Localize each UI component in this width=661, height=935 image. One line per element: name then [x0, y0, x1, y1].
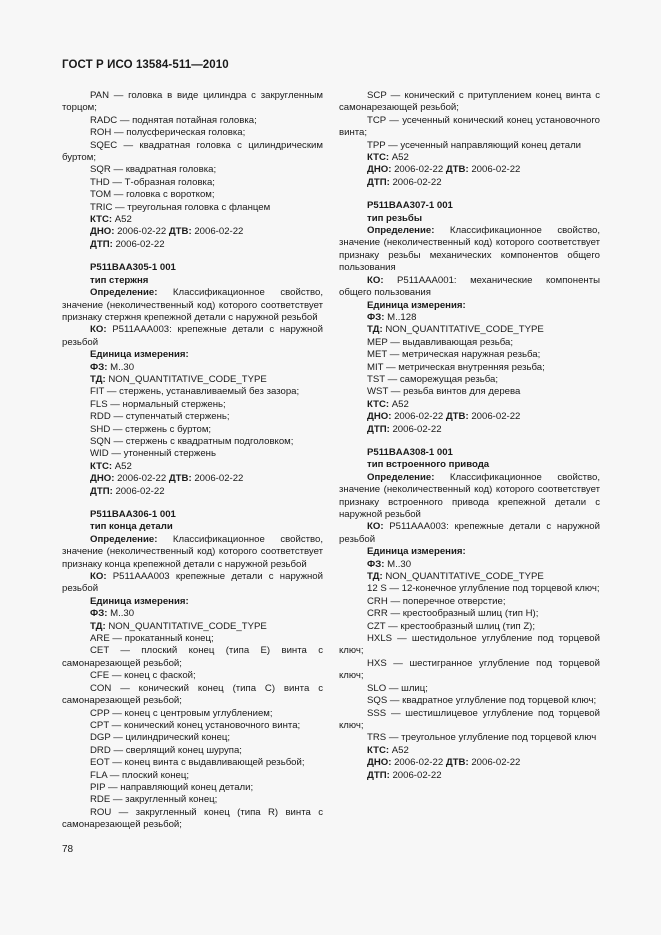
- ko-text: P511AAA003 крепежные детали с наружной резьбой: [62, 571, 323, 595]
- list-item: MET — метрическая наружная резьба;: [367, 349, 541, 361]
- list-item: CET — плоский конец (типа E) винта с самонарезающей резьбой;: [62, 645, 323, 669]
- list-item: TRS — треугольное углубление под торцевой ключ: [367, 732, 597, 744]
- dno-value: 2006-02-22: [114, 473, 169, 485]
- unit-label: Единица измерения:: [90, 349, 189, 361]
- section-code: P511BAA306-1 001: [90, 509, 176, 520]
- ko-label: КО:: [367, 274, 384, 286]
- unit-label: Единица измерения:: [367, 299, 466, 311]
- fz-line: [339, 312, 600, 324]
- list-item: DGP — цилиндрический конец;: [90, 732, 231, 744]
- ktc-label: КТС:: [367, 152, 390, 164]
- list-item: ROU — закругленный конец (типа R) винта с самонарезающей резьбой;: [62, 806, 323, 831]
- list-item: CZT — крестообразный шлиц (тип Z);: [367, 620, 536, 632]
- ko-label: КО:: [367, 521, 384, 533]
- dtp-label: ДТП:: [90, 485, 113, 497]
- td-line: [62, 374, 323, 386]
- dtp-label: ДТП:: [367, 769, 390, 781]
- section-name: тип резьбы: [367, 212, 423, 224]
- dtp-line: [339, 424, 600, 436]
- fz-value: M..30: [107, 361, 135, 373]
- dno-label: ДНО:: [367, 411, 392, 423]
- unit-label: Единица измерения:: [90, 595, 189, 607]
- list-item: SQEC — квадратная головка с цилиндрическим буртом;: [62, 139, 323, 164]
- definition-label: Определение:: [367, 471, 435, 483]
- section-name: тип конца детали: [90, 521, 173, 533]
- list-item: SLO — шлиц;: [367, 682, 428, 694]
- list-item: CPT — конический конец установочного винта;: [90, 719, 301, 731]
- section-code: P511BAA308-1 001: [367, 446, 453, 458]
- definition-text: Классификационное свойство, значение (неколичественный код) которого соответствует признаку стержня крепежной детали с наружной резьбой: [62, 287, 323, 323]
- td-line: [62, 621, 323, 633]
- list-item: TRIC — треугольная головка с фланцем: [90, 201, 271, 213]
- list-item: TPP — усеченный направляющий конец детали: [367, 139, 582, 151]
- td-label: ТД:: [367, 324, 383, 336]
- ko-label: КО:: [90, 571, 107, 583]
- list-item: CPP — конец с центровым углублением;: [90, 707, 273, 719]
- list-item: THD — Т-образная головка;: [90, 176, 215, 188]
- list-item: WID — утоненный стержень: [90, 448, 216, 460]
- definition-label: Определение:: [367, 225, 435, 237]
- fz-line: [339, 559, 600, 571]
- td-line: [339, 571, 600, 583]
- dno-value: 2006-02-22: [114, 226, 169, 238]
- list-item: PAN — головка в виде цилиндра с закругленным торцом;: [62, 90, 323, 114]
- dno-line: [62, 226, 323, 238]
- ko-text: P511AAA003: крепежные детали с наружной резьбой: [62, 324, 323, 348]
- dno-label: ДНО:: [367, 164, 392, 176]
- fz-line: [62, 362, 323, 374]
- dtp-label: ДТП:: [90, 238, 113, 250]
- left-column: [62, 90, 323, 832]
- list-item: RDE — закругленный конец;: [90, 794, 218, 806]
- dno-value: 2006-02-22: [391, 757, 446, 769]
- list-item: SHD — стержень с буртом;: [90, 423, 212, 435]
- section-code: P511BAA305-1 001: [90, 262, 176, 274]
- ko-text: P511AAA003: крепежные детали с наружной резьбой: [339, 521, 600, 545]
- fz-label: ФЗ:: [367, 558, 385, 570]
- list-item: SQS — квадратное углубление под торцевой ключ;: [367, 695, 597, 707]
- fz-line: [62, 608, 323, 620]
- ko-label: КО:: [90, 324, 107, 336]
- dtv-label: ДТВ:: [445, 411, 469, 423]
- fz-label: ФЗ:: [90, 361, 108, 373]
- list-item: CON — конический конец (типа C) винта с самонарезающей резьбой;: [62, 682, 323, 707]
- dno-line: [339, 164, 600, 176]
- td-label: ТД:: [90, 373, 106, 385]
- td-value: NON_QUANTITATIVE_CODE_TYPE: [382, 571, 544, 583]
- ktc-line: [339, 745, 600, 757]
- ko-line: [62, 324, 323, 349]
- dtp-label: ДТП:: [367, 176, 390, 188]
- list-item: MIT — метрическая внутренняя резьба;: [367, 361, 545, 373]
- ktc-value: A52: [112, 460, 132, 472]
- list-item: CRR — крестообразный шлиц (тип H);: [367, 608, 539, 620]
- list-item: ARE — прокатанный конец;: [90, 633, 214, 645]
- page-header: ГОСТ Р ИСО 13584-511—2010: [62, 59, 229, 71]
- ktc-label: КТС:: [90, 214, 113, 226]
- dtv-label: ДТВ:: [445, 164, 469, 176]
- list-item: RADC — поднятая потайная головка;: [90, 114, 257, 126]
- dtv-label: ДТВ:: [168, 226, 192, 238]
- definition-label: Определение:: [90, 533, 158, 545]
- td-value: NON_QUANTITATIVE_CODE_TYPE: [105, 373, 267, 385]
- fz-value: M..30: [384, 558, 412, 570]
- td-line: [339, 324, 600, 336]
- list-item: EOT — конец винта с выдавливающей резьбой;: [90, 757, 305, 769]
- dno-label: ДНО:: [90, 226, 115, 238]
- list-item: WST — резьба винтов для дерева: [367, 386, 521, 398]
- dtv-value: 2006-02-22: [191, 226, 244, 238]
- ko-line: [339, 521, 600, 546]
- definition: [62, 534, 323, 571]
- dtv-label: ДТВ:: [168, 473, 192, 485]
- dno-label: ДНО:: [90, 473, 115, 485]
- list-item: RDD — ступенчатый стержень;: [90, 411, 230, 423]
- unit-label: Единица измерения:: [367, 546, 466, 558]
- definition-text: Классификационное свойство, значение (неколичественный код) которого соответствует признаку резьбы механических компонентов общего пользования: [339, 225, 600, 274]
- dno-value: 2006-02-22: [391, 411, 446, 423]
- definition: [339, 225, 600, 275]
- list-item: CRH — поперечное отверстие;: [367, 595, 506, 607]
- definition: [62, 287, 323, 324]
- ktc-line: [339, 399, 600, 411]
- list-item: HXS — шестигранное углубление под торцевой ключ;: [339, 657, 600, 682]
- dtp-value: 2006-02-22: [389, 769, 442, 781]
- page-number: 78: [62, 844, 74, 855]
- dno-line: [62, 473, 323, 485]
- list-item: TOM — головка с воротком;: [90, 189, 215, 201]
- list-item: SCP — конический с притуплением конец винта с самонарезающей резьбой;: [339, 90, 600, 114]
- ktc-value: A52: [389, 152, 409, 164]
- td-value: NON_QUANTITATIVE_CODE_TYPE: [382, 324, 544, 336]
- list-item: MEP — выдавливающая резьба;: [367, 336, 514, 348]
- list-item: ROH — полусферическая головка;: [90, 127, 246, 139]
- dno-line: [339, 411, 600, 423]
- fz-value: M..30: [107, 608, 135, 620]
- dtp-value: 2006-02-22: [389, 176, 442, 188]
- list-item: SSS — шестишлицевое углубление под торцевой ключ;: [339, 707, 600, 731]
- section-name: тип стержня: [90, 274, 149, 286]
- section-code: P511BAA307-1 001: [367, 200, 453, 212]
- right-column: [339, 90, 600, 782]
- list-item: PIP — направляющий конец детали;: [90, 781, 254, 793]
- dtv-value: 2006-02-22: [191, 473, 244, 485]
- dtp-value: 2006-02-22: [112, 485, 165, 497]
- dtp-line: [339, 770, 600, 782]
- ktc-value: A52: [389, 398, 409, 410]
- ktc-label: КТС:: [367, 744, 390, 756]
- ktc-label: КТС:: [367, 398, 390, 410]
- ktc-value: A52: [389, 744, 409, 756]
- list-item: SQR — квадратная головка;: [90, 164, 217, 176]
- dtp-value: 2006-02-22: [112, 238, 165, 250]
- list-item: FLS — нормальный стержень;: [90, 398, 226, 410]
- list-item: FIT — стержень, устанавливаемый без зазора;: [90, 386, 300, 398]
- dtv-value: 2006-02-22: [468, 164, 521, 176]
- list-item: DRD — сверлящий конец шурупа;: [90, 744, 242, 756]
- dno-value: 2006-02-22: [391, 164, 446, 176]
- list-item: CFE — конец с фаской;: [90, 670, 196, 682]
- dno-line: [339, 757, 600, 769]
- dtv-value: 2006-02-22: [468, 757, 521, 769]
- ktc-line: [62, 461, 323, 473]
- fz-label: ФЗ:: [367, 311, 385, 323]
- list-item: FLA — плоский конец;: [90, 769, 190, 781]
- list-item: SQN — стержень с квадратным подголовком;: [90, 435, 294, 447]
- ko-line: [339, 275, 600, 300]
- td-label: ТД:: [90, 620, 106, 632]
- dtp-label: ДТП:: [367, 423, 390, 435]
- dtp-value: 2006-02-22: [389, 423, 442, 435]
- fz-value: M..128: [384, 311, 417, 323]
- dtp-line: [62, 486, 323, 498]
- ktc-label: КТС:: [90, 460, 113, 472]
- ko-line: [62, 571, 323, 596]
- td-value: NON_QUANTITATIVE_CODE_TYPE: [105, 620, 267, 632]
- ktc-value: A52: [112, 214, 132, 226]
- definition: [339, 472, 600, 522]
- list-item: HXLS — шестидольное углубление под торцевой ключ;: [339, 633, 600, 657]
- list-item: TCP — усеченный конический конец установочного винта;: [339, 114, 600, 139]
- td-label: ТД:: [367, 571, 383, 583]
- fz-label: ФЗ:: [90, 608, 108, 620]
- dtv-value: 2006-02-22: [468, 411, 521, 423]
- definition-text: Классификационное свойство, значение (неколичественный код) которого соответствует признаку конца крепежной детали с наружной резьбой: [62, 533, 323, 570]
- dtv-label: ДТВ:: [445, 757, 469, 769]
- ko-text: P511AAA001: механические компоненты общего пользования: [339, 274, 600, 299]
- dtp-line: [62, 239, 323, 251]
- list-item: 12 S — 12-конечное углубление под торцевой ключ;: [367, 583, 600, 595]
- definition-label: Определение:: [90, 287, 158, 299]
- list-item: TST — саморежущая резьба;: [367, 373, 499, 385]
- dtp-line: [339, 177, 600, 189]
- ktc-line: [62, 214, 323, 226]
- definition-text: Классификационное свойство, значение (неколичественный код) которого соответствует признаку встроенного привода крепежной детали с наружной резьбой: [339, 471, 600, 520]
- dno-label: ДНО:: [367, 757, 392, 769]
- ktc-line: [339, 152, 600, 164]
- section-name: тип встроенного привода: [367, 459, 490, 471]
